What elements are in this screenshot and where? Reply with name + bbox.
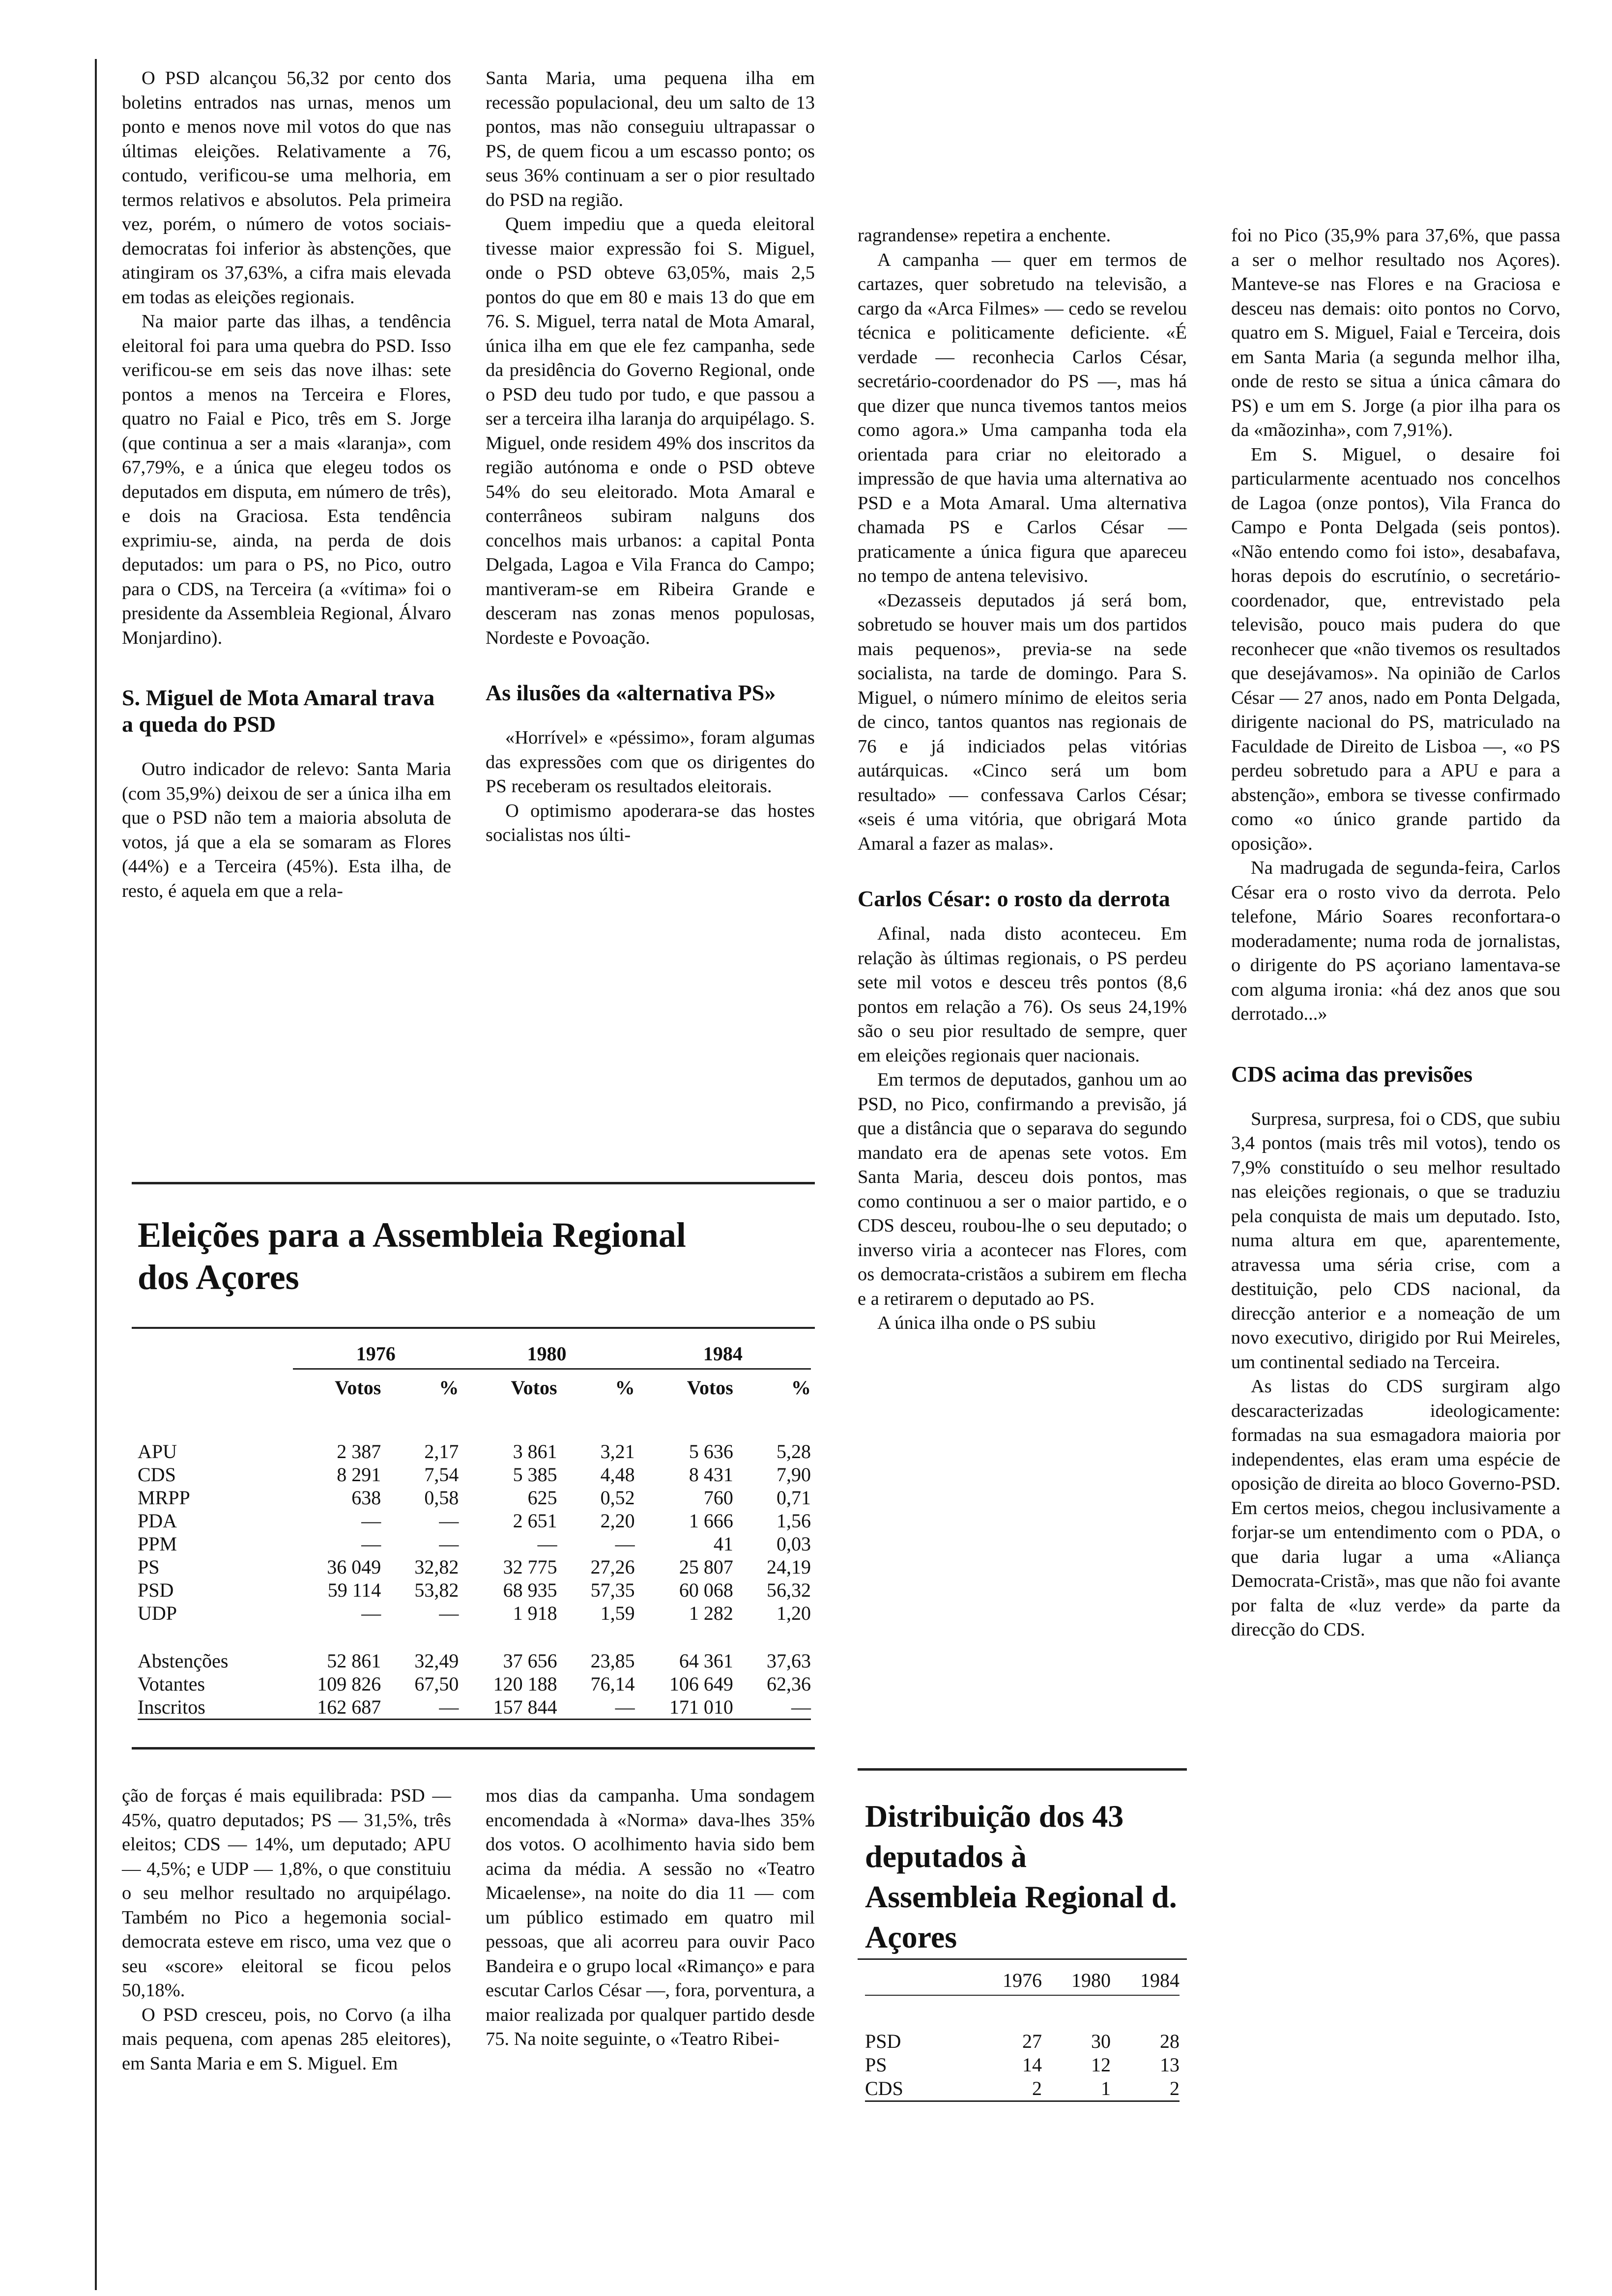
party-cell: PDA	[138, 1510, 177, 1532]
party-cell: CDS	[138, 1464, 176, 1486]
paragraph: As listas do CDS surgiram algo descaracterizadas ideologicamente: formadas na sua esmagadora maioria por independentes, elas eram uma espécie de oposição de direita ao bloco Governo-PSD. Em certos meios, chegou inclusivamente a forjar-se um entendimento com o PDA, o que daria lugar a uma «Aliança Democrata-Cristã», mas que não foi avante por falta de «luz verde» da parte da direcção do CDS.	[1231, 1376, 1560, 1640]
column-1-top	[122, 66, 451, 903]
col-header-votos: Votos	[335, 1376, 381, 1399]
cell: 41	[713, 1533, 733, 1555]
cell: —	[439, 1510, 459, 1532]
cell: 1,56	[777, 1510, 811, 1532]
cell: 27,26	[590, 1556, 635, 1578]
paragraph: O PSD cresceu, pois, no Corvo (a ilha mais pequena, com apenas 285 eleitores), em Santa Maria e em S. Miguel. Em	[122, 2004, 451, 2074]
cell: 1 666	[689, 1510, 733, 1532]
total-label: Inscritos	[138, 1696, 205, 1718]
table-row	[138, 1509, 811, 1532]
paragraph: Surpresa, surpresa, foi o CDS, que subiu 3,4 pontos (mais três mil votos), tendo os 7,9% constituído o seu melhor resultado nas eleições regionais, o que se traduziu pela conquista de mais um deputado. Isto, numa altura em que, aparentemente, atravessa uma séria crise, com a destituição, pelo CDS nacional, da direcção anterior e a nomeação de um novo executivo, dirigido por Rui Meireles, um continental sediado na Terceira.	[1231, 1108, 1560, 1373]
table-bottom-rule	[132, 1747, 815, 1750]
paragraph: foi no Pico (35,9% para 37,6%, que passa a ser o melhor resultado nos Açores). Manteve-se nas Flores e na Graciosa e desceu nas demais: oito pontos no Corvo, quatro em S. Miguel, Faial e Terceira, dois em Santa Maria (a segunda melhor ilha, onde de resto se situa a única câmara do PS) e um em S. Jorge (a pior ilha para os da «mãozinha», com 7,91%).	[1231, 225, 1560, 440]
cell: 24,19	[767, 1556, 811, 1578]
cell: 171 010	[669, 1696, 733, 1718]
cell: 1,20	[777, 1602, 811, 1624]
cell: 23,85	[590, 1650, 635, 1672]
elections-table-title: Eleições para a Assembleia Regional dos Açores	[138, 1215, 686, 1297]
section-heading-carlos-cesar: Carlos César: o rosto da derrota	[858, 886, 1170, 911]
cell: —	[439, 1602, 459, 1624]
col-header-pct: %	[615, 1376, 635, 1399]
paragraph: ragrandense» repetira a enchente.	[858, 225, 1111, 246]
table-row	[138, 1672, 811, 1695]
column-1-bottom	[122, 1784, 451, 2076]
cell: 64 361	[679, 1650, 733, 1672]
cell: 5 636	[689, 1440, 733, 1463]
table-row	[865, 2030, 1180, 2053]
cell: 1	[1101, 2077, 1111, 2099]
left-margin-rule	[95, 59, 97, 2290]
cell: —	[439, 1696, 459, 1718]
cell: —	[361, 1602, 381, 1624]
table-row	[138, 1649, 811, 1672]
column-2-top	[486, 66, 815, 848]
paragraph: Outro indicador de relevo: Santa Maria (com 35,9%) deixou de ser a única ilha em que o PSD não tem a maioria absoluta de votos, já que a ela se somaram as Flores (44%) e a Terceira (45%). Esta ilha, de resto, é aquela em que a rela-	[122, 759, 451, 901]
cell: 27	[1022, 2030, 1042, 2052]
cell: 57,35	[590, 1579, 635, 1601]
cell: 37 656	[503, 1650, 557, 1672]
cell: 2 387	[337, 1440, 381, 1463]
cell: 36 049	[327, 1556, 381, 1578]
cell: 2 651	[513, 1510, 557, 1532]
cell: 76,14	[590, 1673, 635, 1695]
col-header-votos: Votos	[687, 1376, 733, 1399]
cell: 638	[351, 1487, 381, 1509]
cell: 8 431	[689, 1464, 733, 1486]
party-cell: APU	[138, 1440, 177, 1463]
cell: 52 861	[327, 1650, 381, 1672]
cell: 68 935	[503, 1579, 557, 1601]
party-cell: PSD	[865, 2030, 901, 2052]
section-heading-cds: CDS acima das previsões	[1231, 1061, 1473, 1087]
cell: 157 844	[493, 1696, 557, 1718]
table-row	[138, 1555, 811, 1578]
column-2-bottom	[486, 1784, 815, 2052]
cell: 30	[1091, 2030, 1111, 2052]
section-heading-s-miguel: S. Miguel de Mota Amaral trava a queda do PSD	[122, 685, 435, 737]
paragraph: Santa Maria, uma pequena ilha em recessão populacional, deu um salto de 13 pontos, mas não conseguiu ultrapassar o PS, de quem ficou a um escasso ponto; os seus 36% continuam a ser o pior resultado do PSD na região.	[486, 68, 815, 210]
cell: 12	[1091, 2054, 1111, 2076]
table-top-rule	[132, 1182, 815, 1184]
cell: 8 291	[337, 1464, 381, 1486]
table-row	[138, 1486, 811, 1509]
cell: 4,48	[600, 1464, 635, 1486]
cell: 0,71	[777, 1487, 811, 1509]
cell: 56,32	[767, 1579, 811, 1601]
cell: 62,36	[767, 1673, 811, 1695]
paragraph: A campanha — quer em termos de cartazes, quer sobretudo na televisão, a cargo da «Arca Filmes» — cedo se revelou técnica e politicamente deficiente. «É verdade — reconhecia Carlos César, secretário-coordenador do PS —, mas há que dizer que nunca tivemos tantos meios como agora.» Uma campanha toda ela orientada para criar no eleitorado a impressão de que havia uma alternativa ao PSD e a Mota Amaral. Uma alternativa chamada PS e Carlos César — praticamente a única figura que apareceu no tempo de antena televisivo.	[858, 249, 1187, 586]
paragraph: A única ilha onde o PS subiu	[877, 1313, 1096, 1333]
paragraph: «Dezasseis deputados já será bom, sobretudo se houver mais um dos partidos mais pequenos», previa-se na sede socialista, na tarde de domingo. Para S. Miguel, o número mínimo de eleitos seria de cinco, tantos quantos nas regionais de 76 e já indiciados pelas vitórias autárquicas. «Cinco será um bom resultado» — confessava Carlos César; «seis é uma vitória, que obrigará Mota Amaral a fazer as malas».	[858, 590, 1187, 854]
cell: 3,21	[600, 1440, 635, 1463]
cell: 2,17	[424, 1440, 459, 1463]
cell: 32,49	[414, 1650, 459, 1672]
cell: 5 385	[513, 1464, 557, 1486]
dist-top-rule	[858, 1768, 1187, 1771]
cell: 162 687	[317, 1696, 381, 1718]
total-label: Abstenções	[138, 1650, 229, 1672]
cell: 0,03	[777, 1533, 811, 1555]
year-header: 1980	[1071, 1969, 1111, 1991]
table-row	[865, 2053, 1180, 2077]
table-row	[138, 1602, 811, 1625]
paragraph: ção de forças é mais equilibrada: PSD — 45%, quatro deputados; PS — 31,5%, três eleitos; CDS — 14%, um deputado; APU — 4,5%; e UDP — 1,8%, o que constituiu o seu melhor resultado no arquipélago. Também no Pico a hegemonia social-democrata esteve em risco, uma vez que o seu «score» eleitoral se ficou pelos 50,18%.	[122, 1785, 451, 2001]
cell: 13	[1160, 2054, 1180, 2076]
year-header: 1976	[1003, 1969, 1042, 1991]
cell: 625	[527, 1487, 557, 1509]
party-cell: PS	[865, 2054, 887, 2076]
paragraph: Afinal, nada disto aconteceu. Em relação às últimas regionais, o PS perdeu sete mil votos e desceu três pontos (8,6 pontos em relação a 76). Os seus 24,19% são o seu pior resultado de sempre, quer em eleições regionais quer nacionais.	[858, 923, 1187, 1066]
cell: 106 649	[669, 1673, 733, 1695]
cell: 0,52	[600, 1487, 635, 1509]
year-header: 1980	[459, 1339, 634, 1369]
table-row	[138, 1463, 811, 1486]
deputies-table	[865, 1966, 1180, 2102]
cell: 760	[703, 1487, 733, 1509]
cell: —	[615, 1696, 635, 1718]
table-row	[138, 1440, 811, 1463]
cell: 14	[1022, 2054, 1042, 2076]
cell: 2	[1170, 2077, 1180, 2099]
cell: 60 068	[679, 1579, 733, 1601]
year-header: 1976	[293, 1339, 459, 1369]
col-header-pct: %	[791, 1376, 811, 1399]
paragraph: Em S. Miguel, o desaire foi particularmente acentuado nos concelhos de Lagoa (onze pontos), Vila Franca do Campo e Ponta Delgada (seis pontos). «Não entendo como foi isto», desabafava, horas depois do escrutínio, o secretário-coordenador, que, entrevistado pela televisão, pouco mais pudera do que reconhecer que «não tivemos os resultados que desejávamos». Na opinião de Carlos César — 27 anos, nado em Ponta Delgada, dirigente nacional do PS, matriculado na Faculdade de Direito de Lisboa —, «o PS perdeu sobretudo para a APU e para a abstenção», embora se tivesse confirmado como «o único grande partido da oposição».	[1231, 444, 1560, 854]
column-4	[1231, 224, 1560, 1642]
cell: 28	[1160, 2030, 1180, 2052]
cell: 1,59	[600, 1602, 635, 1624]
cell: 67,50	[414, 1673, 459, 1695]
col-header-votos: Votos	[511, 1376, 557, 1399]
cell: 32,82	[414, 1556, 459, 1578]
table-row	[138, 1695, 811, 1720]
cell: 1 282	[689, 1602, 733, 1624]
cell: —	[439, 1533, 459, 1555]
cell: —	[791, 1696, 811, 1718]
year-header: 1984	[635, 1339, 811, 1369]
table-title-rule	[132, 1327, 815, 1329]
paragraph: Na madrugada de segunda-feira, Carlos César era o rosto vivo da derrota. Pelo telefone, Mário Soares reconfortara-o moderadamente; numa roda de jornalistas, o dirigente do PS açoriano lamentava-se com alguma ironia: «há dez anos que sou derrotado...»	[1231, 858, 1560, 1024]
total-label: Votantes	[138, 1673, 205, 1695]
elections-table	[138, 1339, 811, 1720]
year-header: 1984	[1140, 1969, 1180, 1991]
cell: 25 807	[679, 1556, 733, 1578]
cell: 7,90	[777, 1464, 811, 1486]
cell: 7,54	[424, 1464, 459, 1486]
party-cell: PSD	[138, 1579, 174, 1601]
cell: 2	[1032, 2077, 1042, 2099]
cell: 1 918	[513, 1602, 557, 1624]
party-cell: PS	[138, 1556, 160, 1578]
column-3	[858, 224, 1187, 1336]
cell: —	[361, 1510, 381, 1532]
deputies-table-title: Distribuição dos 43 deputados à Assembleia Regional d. Açores	[865, 1799, 1177, 1954]
table-row	[865, 2077, 1180, 2101]
cell: 109 826	[317, 1673, 381, 1695]
paragraph: O optimismo apoderara-se das hostes socialistas nos últi-	[486, 800, 815, 845]
cell: 53,82	[414, 1579, 459, 1601]
cell: —	[615, 1533, 635, 1555]
paragraph: Quem impediu que a queda eleitoral tivesse maior expressão foi S. Miguel, onde o PSD obteve 63,05%, mais 2,5 pontos do que em 80 e mais 13 do que em 76. S. Miguel, terra natal de Mota Amaral, única ilha em que ele fez campanha, sede da presidência do Governo Regional, onde o PSD deu tudo por tudo, e que passou a ser a terceira ilha laranja do arquipélago. S. Miguel, onde residem 49% dos inscritos da região autónoma e onde o PSD obteve 54% do seu eleitorado. Mota Amaral e conterrâneos subiram nalguns dos concelhos mais urbanos: a capital Ponta Delgada, Lagoa e Vila Franca do Campo; mantiveram-se em Ribeira Grande e desceram nas zonas menos populosas, Nordeste e Povoação.	[486, 214, 815, 648]
party-cell: MRPP	[138, 1487, 190, 1509]
cell: —	[361, 1533, 381, 1555]
table-row	[138, 1578, 811, 1602]
cell: 32 775	[503, 1556, 557, 1578]
party-cell: PPM	[138, 1533, 177, 1555]
paragraph: «Horrível» e «péssimo», foram algumas das expressões com que os dirigentes do PS receberam os resultados eleitorais.	[486, 727, 815, 797]
cell: 2,20	[600, 1510, 635, 1532]
paragraph: O PSD alcançou 56,32 por cento dos boletins entrados nas urnas, menos um ponto e menos nove mil votos do que nas últimas eleições. Relativamente a 76, contudo, verificou-se uma melhoria, em termos relativos e absolutos. Pela primeira vez, porém, o número de votos sociais-democratas foi inferior às abstenções, que atingiram os 37,63%, a cifra mais elevada em todas as eleições regionais.	[122, 68, 451, 308]
cell: 5,28	[777, 1440, 811, 1463]
party-cell: CDS	[865, 2077, 903, 2099]
cell: 0,58	[424, 1487, 459, 1509]
paragraph: Na maior parte das ilhas, a tendência eleitoral foi para uma quebra do PSD. Isso verificou-se em seis das nove ilhas: sete pontos a menos na Terceira e Flores, quatro no Faial e Pico, três em S. Jorge (que continua a ser a mais «laranja», com 67,79%, e a única que elegeu todos os deputados em disputa, em número de três), e dois na Graciosa. Esta tendência exprimiu-se, ainda, na perda de dois deputados: um para o PS, no Pico, outro para o CDS, na Terceira (a «vítima» foi o presidente da Assembleia Regional, Álvaro Monjardino).	[122, 311, 451, 648]
paragraph: Em termos de deputados, ganhou um ao PSD, no Pico, confirmando a previsão, já que a distância que o separava do segundo mandato era de apenas sete votos. Em Santa Maria, desceu dois pontos, mas como continuou a ser o maior partido, e o CDS desceu, roubou-lhe o seu deputado; o inverso viria a acontecer nas Flores, com os democrata-cristãos a subirem em flecha e a retirarem o deputado ao PS.	[858, 1069, 1187, 1309]
cell: 59 114	[327, 1579, 381, 1601]
dist-title-rule	[858, 1958, 1187, 1960]
cell: 37,63	[767, 1650, 811, 1672]
col-header-pct: %	[439, 1376, 459, 1399]
cell: —	[537, 1533, 557, 1555]
section-heading-ilusoes: As ilusões da «alternativa PS»	[486, 680, 776, 705]
paragraph: mos dias da campanha. Uma sondagem encomendada à «Norma» dava-lhes 35% dos votos. O acolhimento havia sido bem acima da média. A sessão no «Teatro Micaelense», na noite do dia 11 — com um público estimado em quatro mil pessoas, que ali acorreu para ouvir Paco Bandeira e o grupo local «Rimanço» e para escutar Carlos César —, fora, porventura, a maior realizada por qualquer partido desde 75. Na noite seguinte, o «Teatro Ribei-	[486, 1785, 815, 2049]
cell: 3 861	[513, 1440, 557, 1463]
party-cell: UDP	[138, 1602, 177, 1624]
cell: 120 188	[493, 1673, 557, 1695]
table-row	[138, 1532, 811, 1555]
